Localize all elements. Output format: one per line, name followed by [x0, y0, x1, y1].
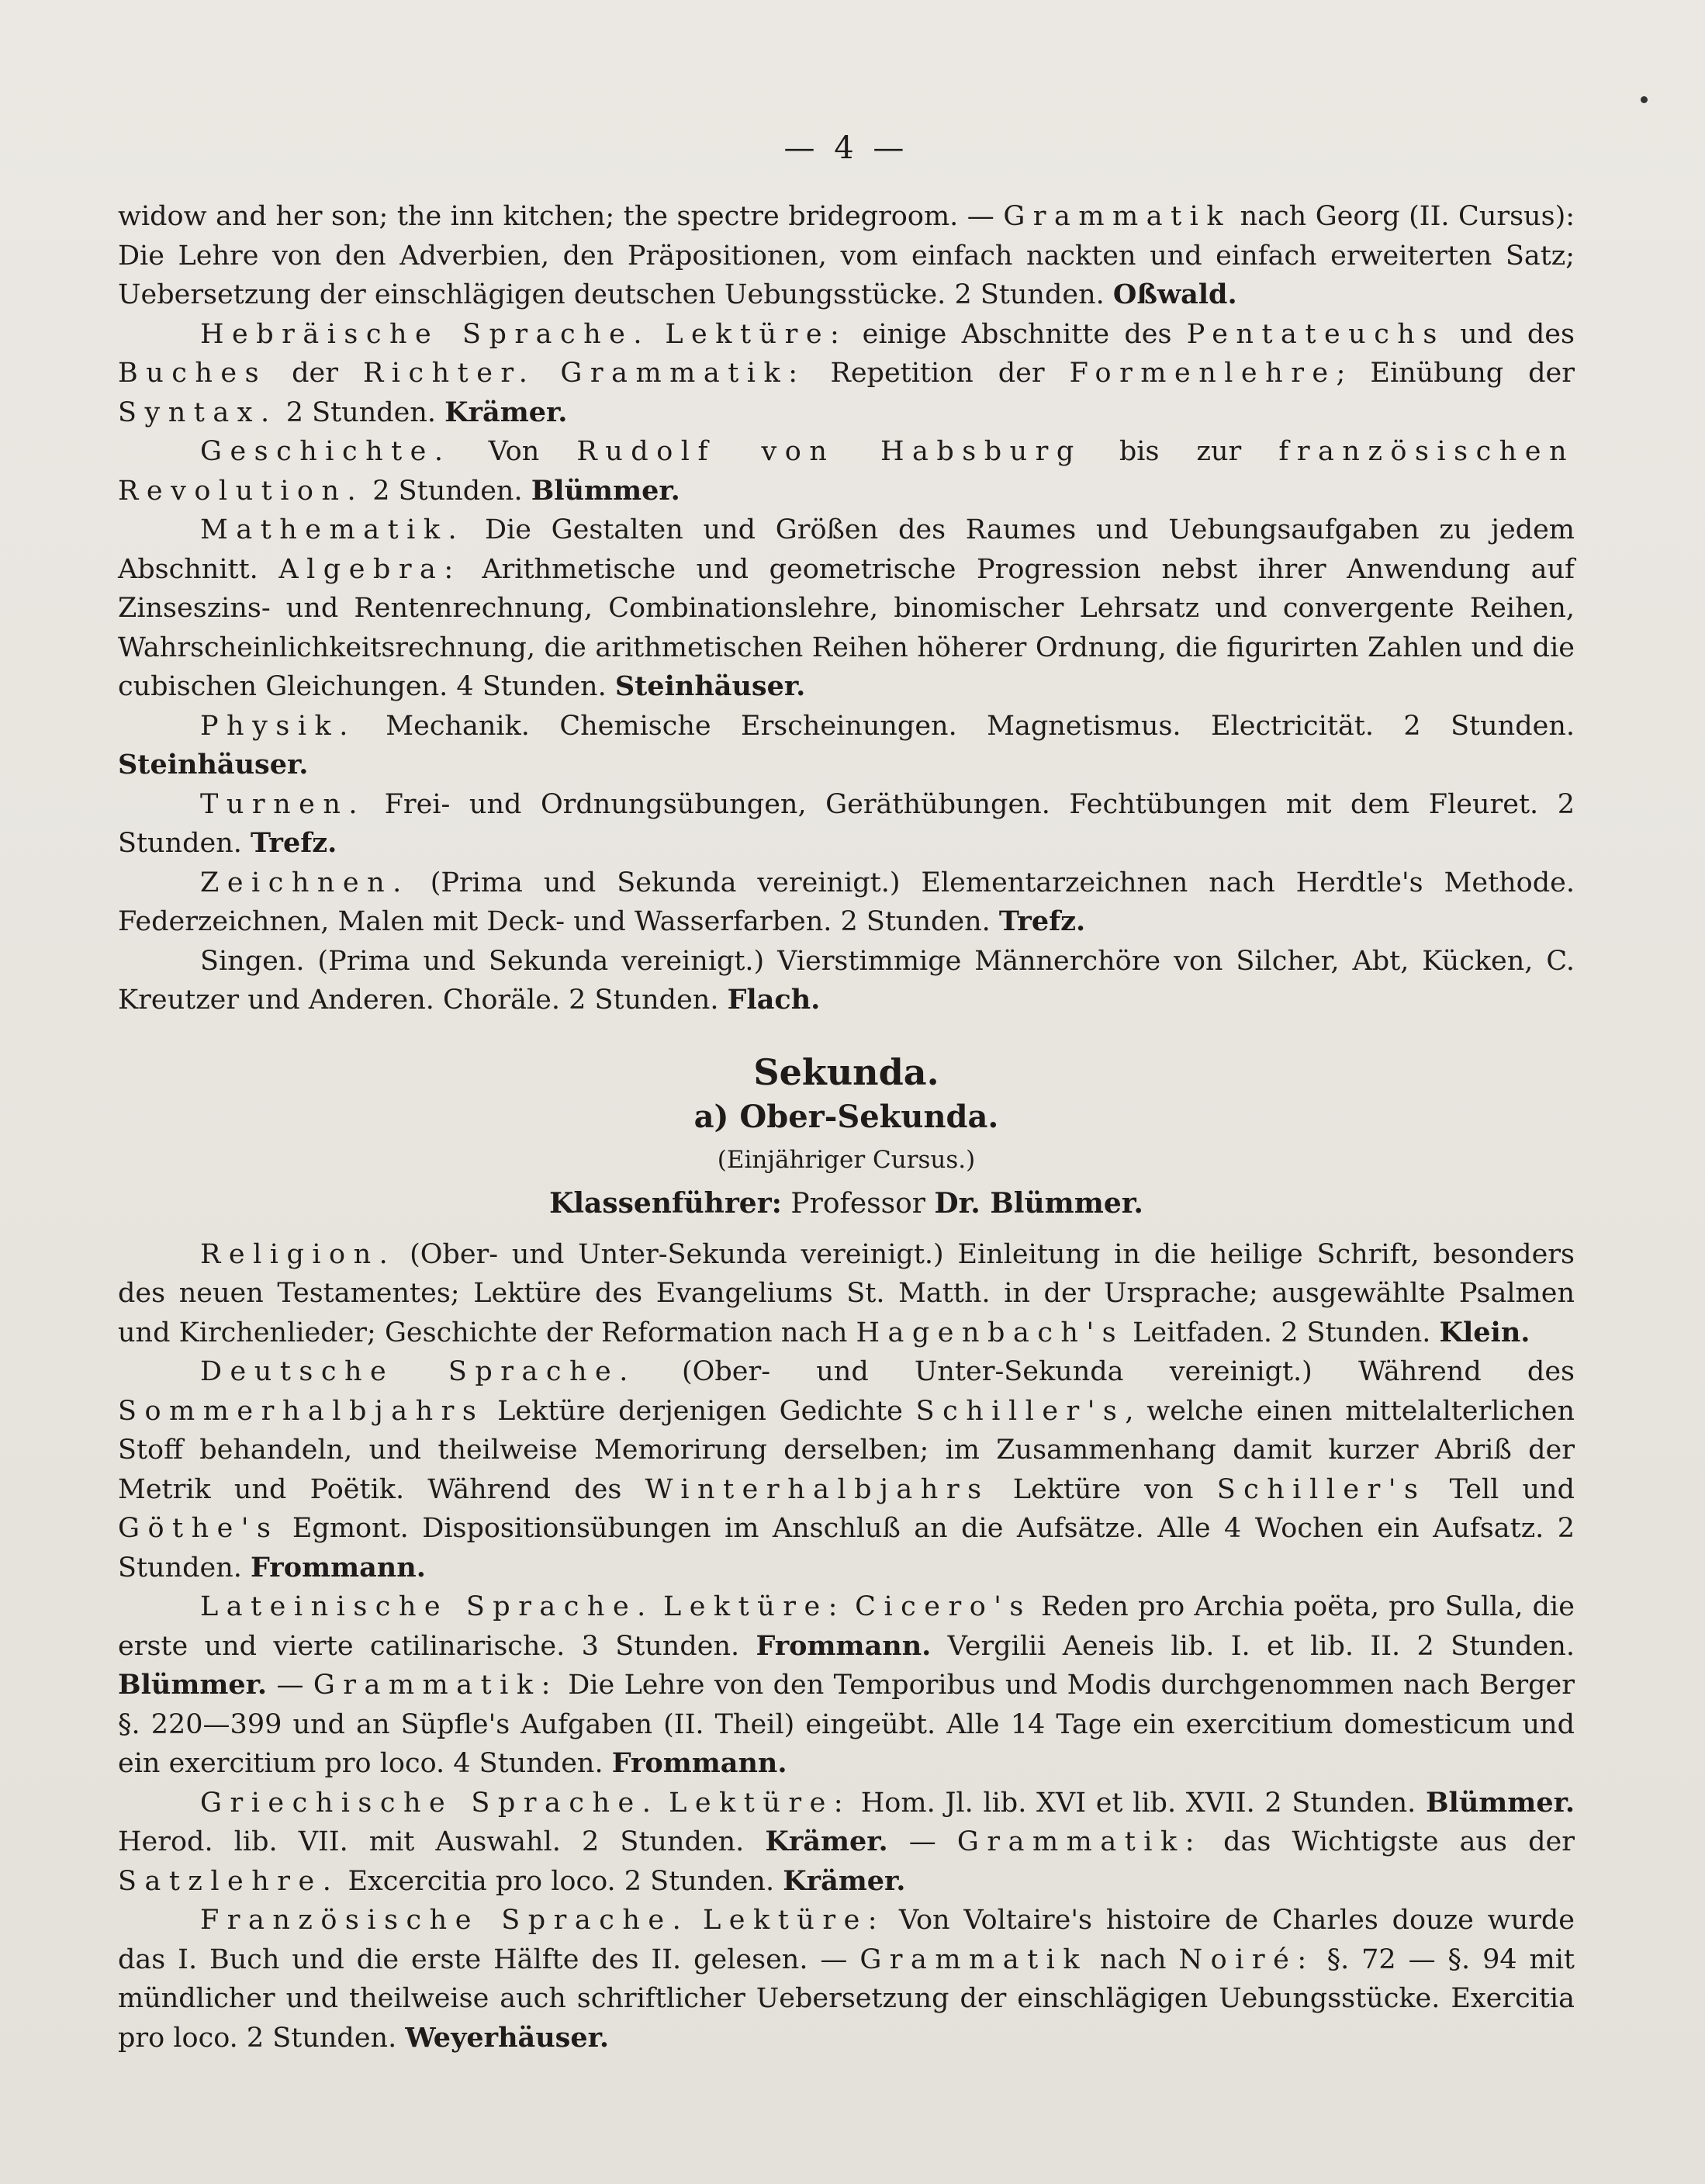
paragraph-mathematics: Mathematik. Die Gestalten und Größen des Raumes und Uebungsaufgaben zu jedem Abschnitt. Algebra: Arithmetische und geometrische Progression nebst ihrer Anwendung auf Zinseszins- und Rentenrechnung, Combinationslehre, binomischer Lehrsatz und convergente Reihen, Wahrscheinlichkeitsrechnung, die arithmetischen Reihen höherer Ordnung, die figurirten Zahlen und die cubischen Gleichungen. 4 Stunden. Steinhäuser. [118, 514, 1575, 702]
paragraph-greek: Griechische Sprache. Lektüre: Hom. Jl. lib. XVI et lib. XVII. 2 Stunden. Blümmer. Herod. lib. VII. mit Auswahl. 2 Stunden. Krämer. — Grammatik: das Wichtigste aus der Satzlehre. Excercitia pro loco. 2 Stunden. Krämer. [118, 1786, 1575, 1897]
page-number: — 4 — [783, 130, 909, 166]
teacher-name: Krämer. [444, 396, 568, 428]
document-body [118, 197, 1575, 2058]
ink-speck [1641, 96, 1648, 103]
subject-heading: Mathematik. [200, 514, 465, 545]
paragraph-german: Deutsche Sprache. (Ober- und Unter-Sekunda vereinigt.) Während des Sommerhalbjahrs Lektüre derjenigen Gedichte Schiller's, welche einen mittelalterlichen Stoff behandeln, und theilweise Memorirung derselben; im Zusammenhang damit kurzer Abriß der Metrik und Poëtik. Während des Winterhalbjahrs Lektüre von Schiller's Tell und Göthe's Egmont. Dispositionsübungen im Anschluß an die Aufsätze. Alle 4 Wochen ein Aufsatz. 2 Stunden. Frommann. [118, 1356, 1575, 1583]
subject-heading: Singen. [200, 945, 305, 977]
teacher-name: Krämer. [783, 1864, 906, 1897]
teacher-name: Steinhäuser. [614, 670, 806, 702]
teacher-name: Oßwald. [1112, 279, 1237, 310]
teacher-name: Flach. [727, 984, 821, 1016]
subject-heading: Geschichte. [200, 436, 451, 467]
paragraph-history: Geschichte. Von Rudolf von Habsburg bis zur französischen Revolution. 2 Stunden. Blümmer. [118, 436, 1575, 507]
paragraph-french: Französische Sprache. Lektüre: Von Voltaire's histoire de Charles douze wurde das I. Buch und die erste Hälfte des II. gelesen. — Grammatik nach Noiré: §. 72 — §. 94 mit mündlicher und theilweise auch schriftlicher Uebersetzung der einschlägigen Uebungsstücke. Exercitia pro loco. 2 Stunden. Weyerhäuser. [118, 1905, 1575, 2054]
subject-heading: Hebräische Sprache. [200, 318, 651, 350]
subject-heading: Religion. [200, 1238, 396, 1270]
teacher-name: Trefz. [251, 827, 337, 859]
teacher-name: Trefz. [998, 905, 1086, 937]
class-leader: Klassenführer: Professor Dr. Blümmer. [549, 1187, 1143, 1220]
paragraph-religion: Religion. (Ober- und Unter-Sekunda vereinigt.) Einleitung in die heilige Schrift, besonders des neuen Testamentes; Lektüre des Evangeliums St. Matth. in der Ursprache; ausgewählte Psalmen und Kirchenlieder; Geschichte der Reformation nach Hagenbach's Leitfaden. 2 Stunden. Klein. [118, 1238, 1575, 1348]
paragraph-drawing: Zeichnen. (Prima und Sekunda vereinigt.) Elementarzeichnen nach Herdtle's Methode. Federzeichnen, Malen mit Deck- und Wasserfarben. 2 Stunden. Trefz. [118, 867, 1575, 937]
teacher-name: Blümmer. [1425, 1786, 1575, 1819]
section-title: Sekunda. [753, 1050, 939, 1093]
paragraph-physics: Physik. Mechanik. Chemische Erscheinungen. Magnetismus. Electricität. 2 Stunden. Steinhäuser. [118, 710, 1575, 780]
subject-heading: Deutsche Sprache. [200, 1356, 636, 1387]
teacher-name: Blümmer. [531, 474, 680, 507]
teacher-name: Frommann. [251, 1551, 426, 1583]
teacher-name: Weyerhäuser. [405, 2021, 610, 2054]
course-note: (Einjähriger Cursus.) [717, 1145, 976, 1174]
teacher-name: Frommann. [611, 1747, 787, 1779]
subject-heading: Französische Sprache. [200, 1905, 690, 1936]
subsection-title: a) Ober-Sekunda. [693, 1099, 999, 1135]
paragraph-gymnastics: Turnen. Frei- und Ordnungsübungen, Geräthübungen. Fechtübungen mit dem Fleuret. 2 Stunden. Trefz. [118, 788, 1575, 859]
teacher-name: Blümmer. [118, 1669, 268, 1701]
paragraph-english-continuation: widow and her son; the inn kitchen; the spectre bridegroom. — Grammatik nach Georg (II. Cursus): Die Lehre von den Adverbien, den Präpositionen, vom einfach nackten und einfach erweiterten Satz; Uebersetzung der einschlägigen deutschen Uebungsstücke. 2 Stunden. Oßwald. [118, 201, 1575, 310]
subject-heading: Turnen. [200, 788, 366, 820]
teacher-name: Frommann. [756, 1629, 932, 1662]
subject-heading: Lateinische Sprache. [200, 1591, 654, 1622]
teacher-name: Krämer. [765, 1826, 888, 1857]
subject-heading: Griechische Sprache. [200, 1787, 659, 1819]
paragraph-singing: Singen. (Prima und Sekunda vereinigt.) Vierstimmige Männerchöre von Silcher, Abt, Kücken, C. Kreutzer und Anderen. Choräle. 2 Stunden. Flach. [118, 945, 1575, 1016]
teacher-name: Steinhäuser. [118, 749, 309, 780]
subject-heading: Physik. [200, 710, 356, 742]
teacher-name: Klein. [1439, 1316, 1530, 1348]
subject-heading: Zeichnen. [200, 867, 410, 898]
paragraph-hebrew: Hebräische Sprache. Lektüre: einige Abschnitte des Pentateuchs und des Buches der Richter. Grammatik: Repetition der Formenlehre; Einübung der Syntax. 2 Stunden. Krämer. [118, 318, 1575, 428]
paragraph-latin: Lateinische Sprache. Lektüre: Cicero's Reden pro Archia poëta, pro Sulla, die erste und vierte catilinarische. 3 Stunden. Frommann. Vergilii Aeneis lib. I. et lib. II. 2 Stunden. Blümmer. — Grammatik: Die Lehre von den Temporibus und Modis durchgenommen nach Berger §. 220—399 und an Süpfle's Aufgaben (II. Theil) eingeübt. Alle 14 Tage ein exercitium domesticum und ein exercitium pro loco. 4 Stunden. Frommann. [118, 1591, 1575, 1779]
